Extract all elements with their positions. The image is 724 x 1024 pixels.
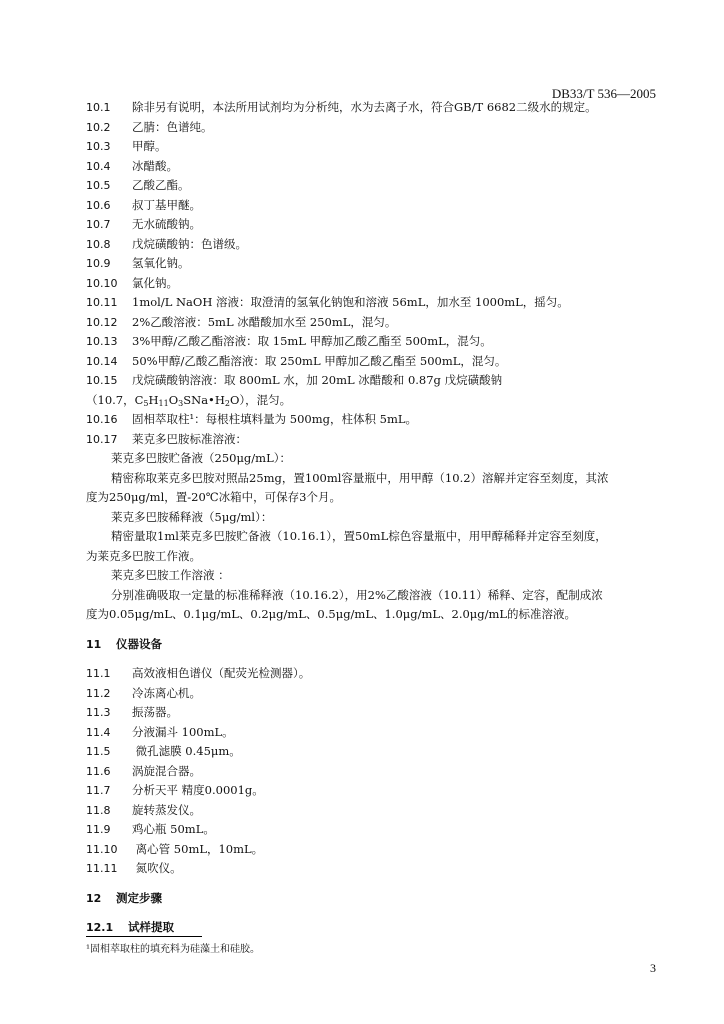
item-number: 10.6 <box>86 198 111 212</box>
section-11-heading <box>86 635 666 655</box>
item-number: 11.10 <box>86 842 118 856</box>
item-11-4 <box>86 723 666 743</box>
item-11-6 <box>86 762 666 782</box>
item-text: 3%甲醇/乙酸乙酯溶液：取 15mL 甲醇加乙酸乙酯至 500mL，混匀。 <box>132 334 492 348</box>
dilute-solution-body-cont: 为莱克多巴胺工作液。 <box>86 548 201 563</box>
item-10-12 <box>86 313 666 333</box>
item-number: 10.2 <box>86 120 111 134</box>
item-10-5 <box>86 176 666 196</box>
item-number: 10.1 <box>86 101 111 114</box>
item-number: 11.3 <box>86 706 111 719</box>
page-body <box>86 98 666 938</box>
section-12-1-heading <box>86 918 666 938</box>
item-text: 分液漏斗 100mL。 <box>132 724 234 739</box>
item-text: 除非另有说明，本法所用试剂均为分析纯，水为去离子水，符合GB/T 6682二级水的规定。 <box>132 100 597 114</box>
item-11-11 <box>86 859 666 879</box>
item-10-8 <box>86 235 666 255</box>
item-10-3 <box>86 137 666 157</box>
item-text: 鸡心瓶 50mL。 <box>132 822 215 836</box>
footnote-divider <box>86 936 202 937</box>
formula-part: O <box>168 392 179 407</box>
item-10-14 <box>86 352 666 372</box>
item-number: 10.11 <box>86 296 118 309</box>
item-10-10 <box>86 274 666 294</box>
item-number: 10.13 <box>86 335 118 348</box>
item-text: 甲醇。 <box>132 139 167 153</box>
item-11-7 <box>86 781 666 801</box>
item-10-15-continuation <box>86 391 666 411</box>
item-text: 无水硫酸钠。 <box>132 217 201 231</box>
item-number: 11.6 <box>86 764 111 778</box>
doc-code-header: DB33/T 536—2005 <box>551 86 656 101</box>
section-title: 试样提取 <box>128 920 174 934</box>
item-11-9 <box>86 820 666 840</box>
item-number: 10.9 <box>86 257 111 270</box>
item-11-10 <box>86 840 666 860</box>
item-10-6 <box>86 196 666 216</box>
item-number: 10.3 <box>86 140 111 153</box>
item-10-17 <box>86 430 666 450</box>
item-text: 戊烷磺酸钠溶液：取 800mL 水，加 20mL 冰醋酸和 0.87g 戊烷磺酸钠 <box>132 373 503 387</box>
item-text: 乙腈：色谱纯。 <box>132 119 213 134</box>
item-11-1 <box>86 664 666 684</box>
dilute-solution-title: 莱克多巴胺稀释液（5μg/ml）： <box>111 509 273 524</box>
item-text: 叔丁基甲醚。 <box>132 197 201 212</box>
item-text: 50%甲醇/乙酸乙酯溶液：取 250mL 甲醇加乙酸乙酯至 500mL，混匀。 <box>132 353 507 368</box>
section-12-heading <box>86 889 666 909</box>
formula-part: （10.7，C <box>86 392 144 407</box>
work-solution-title: 莱克多巴胺工作溶液 ： <box>111 568 230 582</box>
item-10-9 <box>86 254 666 274</box>
item-number: 10.7 <box>86 218 111 231</box>
subscript: 5 <box>143 398 149 408</box>
spacer <box>86 879 666 889</box>
item-number: 11.4 <box>86 725 111 739</box>
item-text: 莱克多巴胺标准溶液： <box>132 431 247 446</box>
item-text: 戊烷磺酸钠：色谱级。 <box>132 236 247 251</box>
subscript: 3 <box>178 398 184 408</box>
formula-part: SNa•H <box>183 392 225 407</box>
page-number: 3 <box>650 961 656 975</box>
stock-solution-title: 莱克多巴胺贮备液（250μg/mL）： <box>111 451 291 465</box>
item-number: 10.4 <box>86 159 111 173</box>
item-text: 高效液相色谱仪（配荧光检测器）。 <box>132 666 311 680</box>
item-number: 10.10 <box>86 276 118 290</box>
subscript: 2 <box>224 398 230 408</box>
item-number: 10.16 <box>86 413 118 426</box>
item-10-4 <box>86 157 666 177</box>
item-number: 10.8 <box>86 237 111 251</box>
item-number: 11.5 <box>86 745 111 758</box>
item-number: 10.17 <box>86 432 118 446</box>
section-number: 12.1 <box>86 921 114 934</box>
item-number: 10.5 <box>86 179 111 192</box>
stock-solution-body: 精密称取莱克多巴胺对照品25mg，置100ml容量瓶中，用甲醇（10.2）溶解并定容至刻度，其浓 <box>111 470 609 485</box>
item-10-7 <box>86 215 666 235</box>
item-10-16 <box>86 410 666 430</box>
footnote: ¹固相萃取柱的填充料为硅藻土和硅胶。 <box>86 944 261 955</box>
item-number: 11.1 <box>86 667 111 680</box>
spacer <box>86 908 666 918</box>
dilute-solution-body: 精密量取1ml莱克多巴胺贮备液（10.16.1），置50mL棕色容量瓶中，用甲醇稀释并定容至刻度， <box>111 529 607 543</box>
item-text: 涡旋混合器。 <box>132 763 201 778</box>
item-number: 11.11 <box>86 862 118 875</box>
item-text: 旋转蒸发仪。 <box>132 802 201 817</box>
item-number: 11.7 <box>86 784 111 797</box>
work-solution-body-cont: 度为0.05μg/mL、0.1μg/mL、0.2μg/mL、0.5μg/mL、1.0μg/mL、2.0μg/mL的标准溶液。 <box>86 607 577 621</box>
item-number: 10.14 <box>86 354 118 368</box>
item-number: 10.12 <box>86 315 118 329</box>
item-11-8 <box>86 801 666 821</box>
section-title: 测定步骤 <box>116 890 162 905</box>
item-number: 11.9 <box>86 823 111 836</box>
item-text: 振荡器。 <box>132 705 178 719</box>
item-11-3 <box>86 703 666 723</box>
item-number: 11.8 <box>86 803 111 817</box>
spacer <box>86 625 666 635</box>
item-number: 11.2 <box>86 686 111 700</box>
formula-part: O），混匀。 <box>229 392 292 407</box>
item-text: 微孔滤膜 0.45μm。 <box>132 744 241 758</box>
item-text: 冰醋酸。 <box>132 158 178 173</box>
item-text: 乙酸乙酯。 <box>132 178 190 192</box>
item-11-2 <box>86 684 666 704</box>
item-10-13 <box>86 332 666 352</box>
subscript: 11 <box>158 398 169 408</box>
item-10-2 <box>86 118 666 138</box>
item-text: 固相萃取柱¹：每根柱填料量为 500mg，柱体积 5mL。 <box>132 412 417 426</box>
item-text: 离心管 50mL，10mL。 <box>132 841 264 856</box>
item-text: 氮吹仪。 <box>132 861 182 875</box>
item-10-15 <box>86 371 666 391</box>
item-10-1 <box>86 98 666 118</box>
item-number: 10.15 <box>86 374 118 387</box>
item-text: 2%乙酸溶液：5mL 冰醋酸加水至 250mL，混匀。 <box>132 314 397 329</box>
section-number: 12 <box>86 891 102 905</box>
item-text: 冷冻离心机。 <box>132 685 201 700</box>
item-10-11 <box>86 293 666 313</box>
work-solution-body: 分别准确吸取一定量的标准稀释液（10.16.2），用2%乙酸溶液（10.11）稀释、定容，配制成浓 <box>111 587 603 602</box>
item-text: 分析天平 精度0.0001g。 <box>132 783 264 797</box>
item-text: 氯化钠。 <box>132 275 178 290</box>
item-text: 1mol/L NaOH 溶液：取澄清的氢氧化钠饱和溶液 56mL，加水至 1000mL，摇匀。 <box>132 295 569 309</box>
formula-part: H <box>148 392 159 407</box>
item-text: 氢氧化钠。 <box>132 256 190 270</box>
stock-solution-body-cont: 度为250μg/ml，置-20℃冰箱中，可保存3个月。 <box>86 490 341 504</box>
item-11-5 <box>86 742 666 762</box>
section-number: 11 <box>86 637 102 651</box>
spacer <box>86 654 666 664</box>
section-title: 仪器设备 <box>116 636 162 651</box>
